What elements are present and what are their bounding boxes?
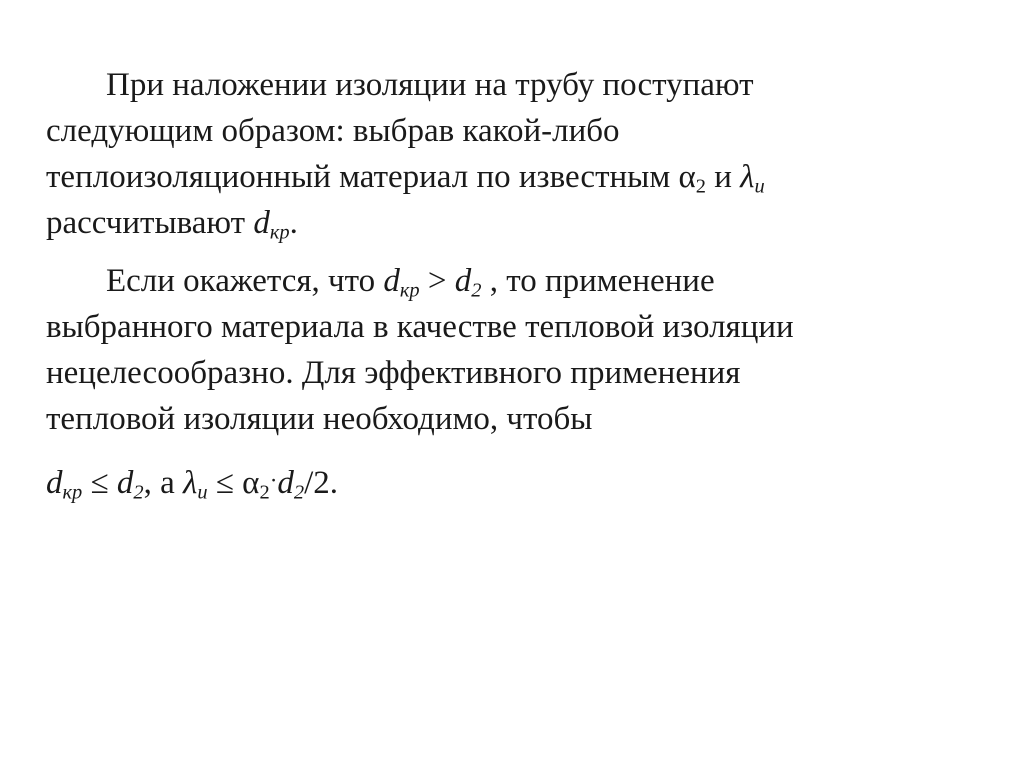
- paragraph-insulation-procedure: [46, 62, 986, 246]
- d-critical-symbol: d: [253, 205, 270, 241]
- paragraph2-line1: [46, 258, 986, 304]
- paragraph2-line3: нецелесообразно. Для эффективного применения: [46, 355, 741, 391]
- division-by-two: /2.: [304, 465, 339, 501]
- d2-symbol: d: [277, 465, 294, 501]
- paragraph1-line4: [46, 200, 986, 246]
- paragraph-condition: [46, 258, 986, 442]
- paragraph1-line4-end: .: [289, 205, 298, 241]
- less-equal-sign: ≤: [82, 465, 117, 501]
- paragraph1-line4-text: рассчитывают: [46, 205, 254, 241]
- d-critical-symbol: d: [383, 263, 400, 299]
- paragraph1-line3-text: теплоизоляционный материал по известным: [46, 159, 679, 195]
- paragraph2-line4: тепловой изоляции необходимо, чтобы: [46, 401, 593, 437]
- paragraph1-line2: следующим образом: выбрав какой-либо: [46, 113, 620, 149]
- formula-line: [46, 460, 986, 506]
- d-critical-subscript: кр: [399, 279, 420, 302]
- alpha-symbol: α: [242, 465, 260, 501]
- d-critical-symbol: d: [46, 465, 63, 501]
- alpha-symbol: α: [678, 159, 696, 195]
- paragraph1-line3: [46, 154, 986, 200]
- paragraph2-line1-text: Если окажется, что: [106, 263, 384, 299]
- paragraph2-line2: выбранного материала в качестве тепловой изоляции: [46, 309, 794, 345]
- d2-subscript: 2: [133, 481, 144, 504]
- greater-than-sign: >: [419, 263, 455, 299]
- d-critical-subscript: кр: [62, 481, 83, 504]
- lambda-symbol: λ: [740, 159, 755, 195]
- formula-condition: [46, 460, 986, 506]
- conjunction-a: , а: [143, 465, 184, 501]
- d-critical-subscript: кр: [269, 221, 290, 244]
- d2-symbol: d: [116, 465, 134, 501]
- lambda-subscript: и: [197, 481, 208, 504]
- alpha-subscript: 2: [695, 175, 706, 198]
- d2-subscript: 2: [471, 279, 482, 302]
- d2-subscript: 2: [293, 481, 305, 504]
- paragraph2-line1-end: , то применение: [481, 263, 715, 299]
- d2-symbol: d: [454, 263, 472, 299]
- lambda-symbol: λ: [183, 465, 198, 501]
- paragraph1-line1: При наложении изоляции на трубу поступают: [106, 67, 754, 103]
- less-equal-sign: ≤: [207, 465, 243, 501]
- multiplication-dot: ·: [269, 466, 278, 493]
- alpha-subscript: 2: [259, 481, 270, 504]
- conjunction-and: и: [705, 159, 741, 195]
- lambda-subscript: и: [754, 175, 765, 198]
